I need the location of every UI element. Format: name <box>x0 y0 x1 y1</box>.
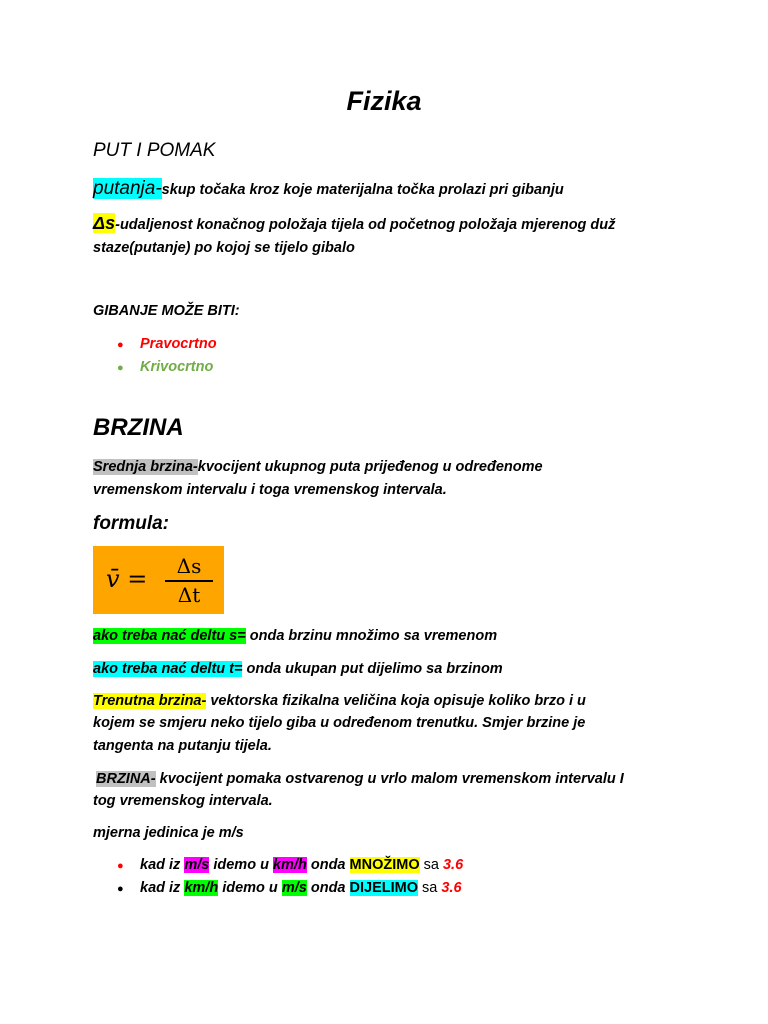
conv2-to-unit: m/s <box>281 880 307 896</box>
bullet-icon: ● <box>117 883 124 895</box>
gibanje-label: GIBANJE MOŽE BITI: <box>93 303 240 319</box>
ds-text-2: staze(putanje) po kojoj se tijelo gibalo <box>93 240 355 256</box>
formula-numerator: Δs <box>176 554 202 578</box>
brzina-definition <box>96 771 624 787</box>
formula-fraction <box>165 554 213 607</box>
conversion-rule-2 <box>140 880 462 896</box>
conv2-text-c: onda <box>306 880 350 896</box>
srednja-brzina-definition <box>93 459 543 475</box>
bullet-icon: ● <box>117 339 124 351</box>
conversion-rule-1 <box>140 857 463 873</box>
conv1-text-b: idemo u <box>209 857 273 873</box>
putanja-text: skup točaka kroz koje materijalna točka prolazi pri gibanju <box>161 182 564 198</box>
srednja-brzina-text-1: kvocijent ukupnog puta prijeđenog u određenome <box>197 459 543 475</box>
trenutna-text-1: vektorska fizikalna veličina koja opisuje koliko brzo i u <box>206 693 586 709</box>
bullet-icon: ● <box>117 860 124 872</box>
trenutna-text-3: tangenta na putanju tijela. <box>93 738 272 754</box>
trenutna-brzina-term: Trenutna brzina- <box>93 693 207 709</box>
page-title: Fizika <box>346 86 422 116</box>
fraction-bar <box>165 580 213 582</box>
section-heading-brzina: BRZINA <box>93 414 184 441</box>
conv1-number: 3.6 <box>442 857 464 873</box>
srednja-brzina-text-2: vremenskom intervalu i toga vremenskog intervala. <box>93 482 447 498</box>
trenutna-brzina-definition <box>93 693 586 709</box>
delta-s-text: onda brzinu množimo sa vremenom <box>245 628 498 644</box>
putanja-definition <box>93 178 564 200</box>
delta-t-term: ako treba nać deltu t= <box>93 661 243 677</box>
conv1-operation: MNOŽIMO <box>349 857 420 873</box>
formula-lhs: v̄ = <box>106 565 148 593</box>
delta-t-rule <box>93 661 503 677</box>
bullet-icon: ● <box>117 362 124 374</box>
brzina-term: BRZINA- <box>96 771 156 787</box>
putanja-term: putanja- <box>93 178 162 199</box>
srednja-brzina-term: Srednja brzina- <box>93 459 198 475</box>
conv2-text-d: sa <box>418 880 442 896</box>
brzina-def-text-1: kvocijent pomaka ostvarenog u vrlo malom vremenskom intervalu I <box>155 771 624 787</box>
mjerna-jedinica: mjerna jedinica je m/s <box>93 825 244 841</box>
delta-t-text: onda ukupan put dijelimo sa brzinom <box>242 661 503 677</box>
conv1-text-c: onda <box>306 857 350 873</box>
ds-term: Δs <box>93 213 116 233</box>
conv2-text-a: kad iz <box>140 880 185 896</box>
delta-s-rule <box>93 628 497 644</box>
section-heading-put-pomak: PUT I POMAK <box>93 140 216 161</box>
conv2-from-unit: km/h <box>184 880 219 896</box>
conv2-text-b: idemo u <box>218 880 282 896</box>
list-item-krivocrtno: Krivocrtno <box>140 359 214 375</box>
trenutna-text-2: kojem se smjeru neko tijelo giba u određenom trenutku. Smjer brzine je <box>93 715 586 731</box>
conv2-number: 3.6 <box>441 880 462 896</box>
list-item-pravocrtno: Pravocrtno <box>140 336 217 352</box>
brzina-def-text-2: tog vremenskog intervala. <box>93 793 273 809</box>
ds-text-1: -udaljenost konačnog položaja tijela od početnog položaja mjerenog duž <box>115 217 616 233</box>
conv1-to-unit: km/h <box>272 857 307 873</box>
formula-denominator: Δt <box>177 583 201 607</box>
conv1-text-a: kad iz <box>140 857 185 873</box>
ds-definition <box>93 213 615 234</box>
conv1-text-d: sa <box>419 857 443 873</box>
formula-image <box>93 546 224 614</box>
formula-label: formula: <box>93 513 169 534</box>
conv1-from-unit: m/s <box>184 857 210 873</box>
delta-s-term: ako treba nać deltu s= <box>93 628 246 644</box>
conv2-operation: DIJELIMO <box>349 880 419 896</box>
